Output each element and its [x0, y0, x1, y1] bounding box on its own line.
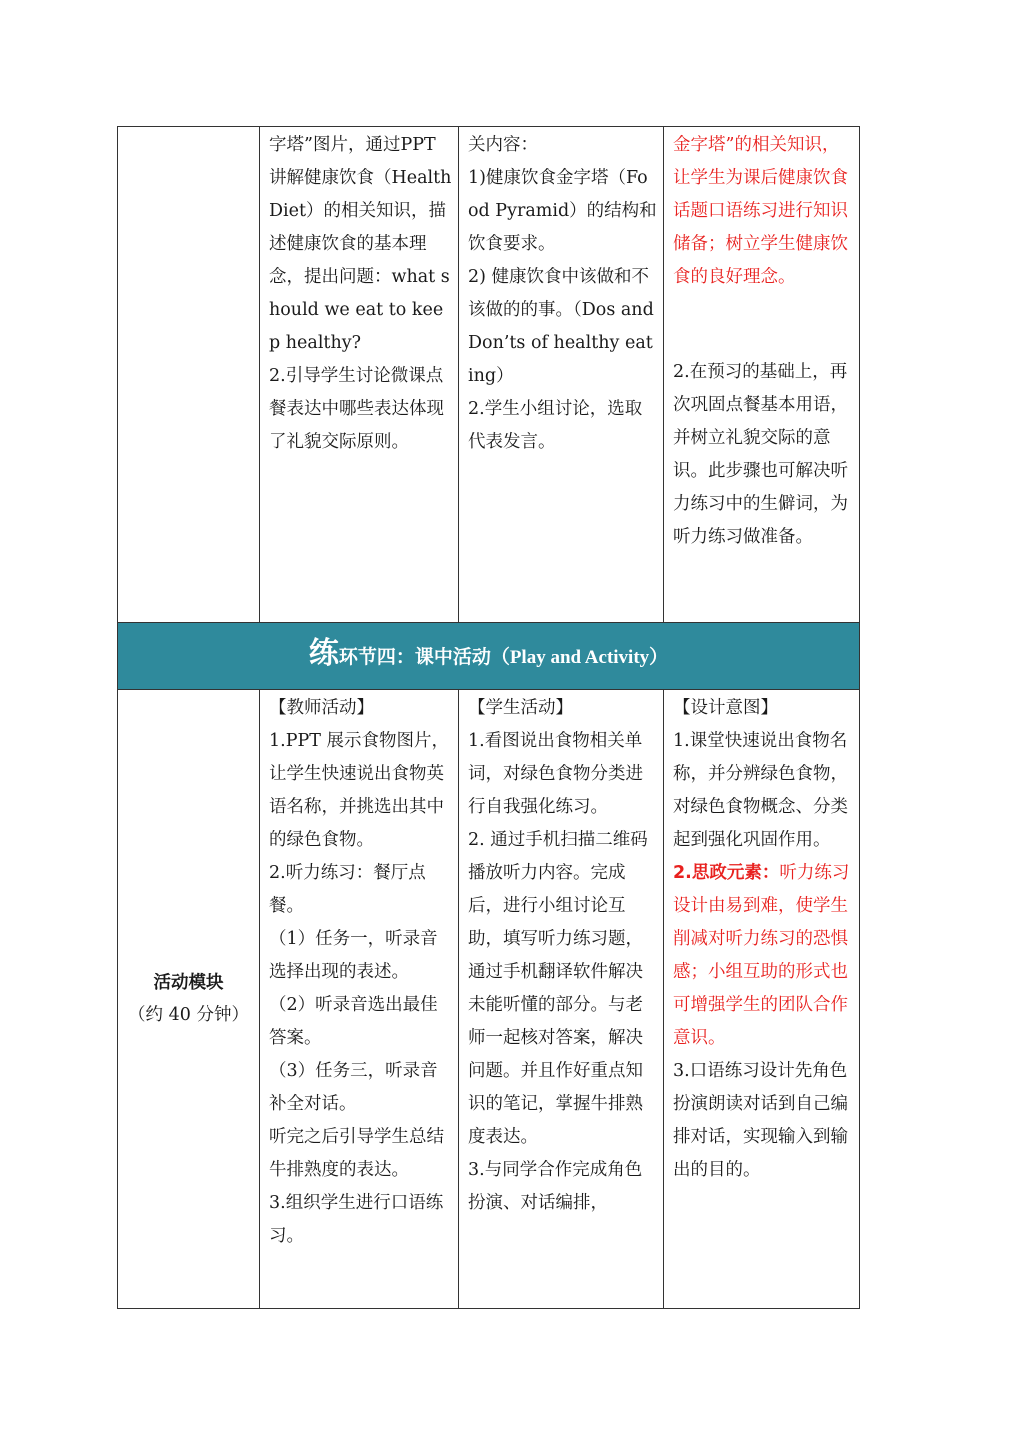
teacher-activity-text: （1）任务一，听录音选择出现的表述。: [269, 929, 438, 982]
section-header-title: 环节四：课中活动: [338, 646, 491, 668]
design-cell-top: [664, 127, 860, 623]
teacher-cell-activity: [260, 690, 459, 1309]
student-cell-top: [459, 127, 664, 623]
student-activity-text: 【学生活动】: [468, 698, 573, 718]
top-row: [118, 127, 860, 623]
student-cell-activity: [459, 690, 664, 1309]
teacher-cell-top: [260, 127, 459, 623]
design-point-1: 1.课堂快速说出食物名称，并分辨绿色食物，对绿色食物概念、分类起到强化巩固作用。: [673, 731, 848, 850]
section-header-char: 练: [308, 636, 339, 671]
design-text-red: 金字塔”的相关知识，让学生为课后健康饮食话题口语练习进行知识储备；树立学生健康饮食的良好理念。: [673, 135, 848, 287]
student-text: 1)健康饮食金字塔（Food Pyramid）的结构和饮食要求。: [468, 168, 657, 254]
empty-label-cell: [118, 127, 260, 623]
ideology-label: 2.思政元素：: [673, 863, 780, 883]
design-text: 2.在预习的基础上，再次巩固点餐基本用语，并树立礼貌交际的意识。此步骤也可解决听力练习中的生僻词，为听力练习做准备。: [673, 362, 848, 547]
student-activity-text: 3.与同学合作完成角色扮演、对话编排，: [468, 1160, 643, 1213]
teacher-activity-text: （3）任务三，听录音补全对话。: [269, 1061, 438, 1114]
teacher-text: 2.引导学生讨论微课点餐表达中哪些表达体现了礼貌交际原则。: [269, 366, 444, 452]
design-point-2: [673, 857, 854, 1055]
student-text: 2) 健康饮食中该做和不该做的的事。（Dos and Don’ts of healthy eating）: [468, 267, 654, 386]
teacher-activity-text: （2）听录音选出最佳答案。: [269, 995, 438, 1048]
activity-row: [118, 690, 860, 1309]
student-text: 2.学生小组讨论，选取代表发言。: [468, 399, 643, 452]
teacher-text: 字塔”图片，通过PPT讲解健康饮食（Health Diet）的相关知识，描述健康饮食的基本理念，提出问题：what should we eat to keep healthy?: [269, 135, 452, 353]
section-header: [118, 623, 860, 690]
student-activity-text: 2. 通过手机扫描二维码播放听力内容。完成后，进行小组讨论互助，填写听力练习题，通过手机翻译软件解决未能听懂的部分。与老师一起核对答案，解决问题。并且作好重点知识的笔记，掌握牛排熟度表达。: [468, 830, 648, 1147]
section-header-row: [118, 623, 860, 690]
activity-duration: （约 40 分钟）: [128, 1005, 249, 1025]
activity-label: 活动模块: [153, 973, 224, 993]
ideology-text: 听力练习设计由易到难，使学生削减对听力练习的恐惧感；小组互助的形式也可增强学生的团队合作意识。: [673, 863, 850, 1048]
teacher-activity-text: 【教师活动】: [269, 698, 374, 718]
design-point-3: 3.口语练习设计先角色扮演朗读对话到自己编排对话，实现输入到输出的目的。: [673, 1061, 848, 1180]
teacher-activity-text: 3.组织学生进行口语练习。: [269, 1193, 444, 1246]
student-text: 关内容：: [468, 135, 538, 155]
section-header-english: （Play and Activity）: [490, 647, 669, 668]
activity-label-cell: [118, 690, 260, 1309]
teacher-activity-text: 2.听力练习：餐厅点餐。: [269, 863, 426, 916]
design-cell-activity: [664, 690, 860, 1309]
teacher-activity-text: 1.PPT 展示食物图片，让学生快速说出食物英语名称，并挑选出其中的绿色食物。: [269, 731, 449, 850]
lesson-plan-table: [117, 126, 860, 1309]
teacher-activity-text: 听完之后引导学生总结牛排熟度的表达。: [269, 1127, 444, 1180]
design-title: 【设计意图】: [673, 698, 778, 718]
student-activity-text: 1.看图说出食物相关单词，对绿色食物分类进行自我强化练习。: [468, 731, 643, 817]
